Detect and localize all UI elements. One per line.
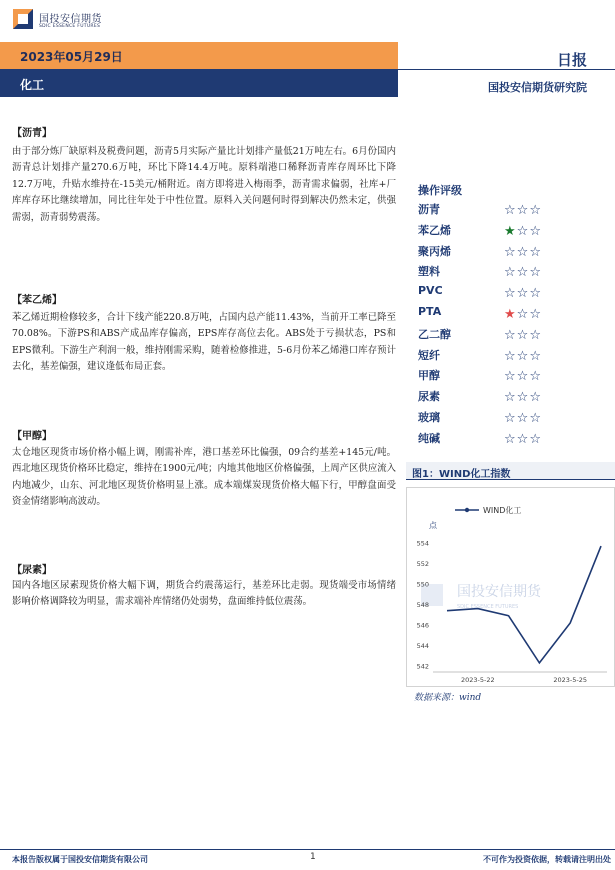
star-outline-icon: ☆	[504, 431, 516, 447]
legend-marker	[465, 508, 469, 512]
section-body-urea: 国内各地区尿素现货价格大幅下调，期货合约震荡运行，基差环比走弱。现货端受市场情绪影响价格调降较为明显，需求端补库情绪仍处弱势，盘面维持低位震荡。	[12, 580, 396, 608]
rating-product-name: 塑料	[418, 265, 440, 279]
page-number: 1	[310, 852, 316, 862]
star-outline-icon: ☆	[516, 286, 529, 302]
star-outline-icon: ☆	[529, 410, 541, 426]
star-outline-icon: ☆	[529, 306, 541, 322]
star-filled-icon: ★	[504, 306, 516, 322]
star-outline-icon: ☆	[504, 410, 516, 426]
rating-product-name: PTA	[418, 304, 442, 318]
rating-row	[418, 303, 598, 324]
y-tick-label: 544	[416, 642, 429, 650]
rating-stars	[504, 386, 542, 404]
rating-product-name: 甲醇	[418, 369, 440, 383]
section-body-methanol: 太仓地区现货市场价格小幅上调，刚需补库，港口基差环比偏强，09合约基差+145元/吨。西北地区现货价格环比稳定，维持在1900元/吨；内地其他地区价格偏强，上周产区供应流入内地减少，山东、河北地区现货价格明显上涨。成本端煤炭现货价格大幅下行，甲醇盘面受资金情绪影响高波动。	[12, 447, 396, 508]
star-outline-icon: ☆	[504, 390, 516, 406]
rating-product-name: 苯乙烯	[418, 223, 451, 237]
rating-product-name: 沥青	[418, 203, 440, 216]
footer-copyright: 本报告版权属于国投安信期货有限公司	[12, 855, 148, 864]
rating-row	[418, 324, 598, 345]
rating-stars	[504, 199, 542, 217]
rating-list	[418, 199, 598, 449]
company-logo	[12, 8, 142, 36]
rating-product-name: 玻璃	[418, 410, 440, 424]
rating-product-name: 乙二醇	[418, 327, 451, 341]
footer-disclaimer: 不可作为投资依据，转载请注明出处	[483, 855, 611, 864]
star-outline-icon: ☆	[529, 265, 541, 281]
y-tick-label: 552	[416, 560, 429, 568]
section-body-styrene: 苯乙烯近期检修较多，合计下线产能220.8万吨，占国内总产能11.43%，当前开工率已降至70.08%。下游PS和ABS产成品库存偏高，EPS库存高位去化。ABS处于亏损状态，PS和EPS微利。下游生产利润一般，维持刚需采购，随着检修推进，5-6月份苯乙烯港口库存预计去化，基差偏强，建议逢低布局正套。	[12, 312, 396, 373]
rating-row	[418, 386, 598, 407]
footer-divider	[0, 849, 615, 850]
star-outline-icon: ☆	[516, 348, 529, 364]
rating-stars	[504, 220, 542, 238]
star-outline-icon: ☆	[504, 369, 516, 385]
institute-name: 国投安信期货研究院	[488, 81, 587, 94]
rating-row	[418, 199, 598, 220]
star-outline-icon: ☆	[529, 369, 541, 385]
rating-stars	[504, 428, 542, 446]
star-outline-icon: ☆	[504, 348, 516, 364]
star-outline-icon: ☆	[504, 244, 516, 260]
star-outline-icon: ☆	[516, 244, 529, 260]
rating-product-name: 短纤	[418, 348, 440, 362]
star-outline-icon: ☆	[516, 265, 529, 281]
star-outline-icon: ☆	[504, 327, 516, 343]
y-tick-label: 546	[416, 621, 429, 630]
y-tick-label: 554	[416, 539, 429, 548]
logo-text-cn: 国投安信期货	[39, 14, 102, 25]
star-outline-icon: ☆	[529, 286, 541, 302]
rating-row	[418, 345, 598, 366]
rating-row	[418, 407, 598, 428]
figure-source: 数据来源：wind	[414, 693, 482, 703]
section-body-asphalt: 由于部分炼厂缺原料及税费问题，沥青5月实际产量比计划排产量低21万吨左右。6月份国内沥青总计划排产量270.6万吨，环比下降14.4万吨。原料端港口稀释沥青库存周环比下降12.7万吨，升贴水维持在-15美元/桶附近。南方即将进入梅雨季，沥青需求偏弱，社库+厂库库存环比继续增加，同比往年处于中性位置。原料入关问题何时得到解决仍然未定，供强需弱，沥青弱势震荡。	[12, 146, 396, 223]
star-outline-icon: ☆	[516, 410, 529, 426]
legend-label: WIND化工	[483, 506, 522, 515]
rating-product-name: 纯碱	[418, 431, 440, 445]
section-title-urea: 【尿素】	[12, 565, 52, 576]
rating-stars	[504, 365, 542, 383]
rating-row	[418, 428, 598, 449]
star-outline-icon: ☆	[529, 390, 541, 406]
rating-stars	[504, 345, 542, 363]
rating-product-name: PVC	[418, 284, 443, 298]
star-outline-icon: ☆	[529, 203, 541, 218]
chart-watermark-cn: 国投安信期货	[457, 584, 541, 600]
star-outline-icon: ☆	[516, 431, 529, 447]
y-axis-label: 点	[429, 521, 437, 530]
star-outline-icon: ☆	[516, 369, 529, 385]
star-outline-icon: ☆	[504, 203, 516, 218]
figure-title: 图1：WIND化工指数	[412, 469, 511, 480]
y-tick-label: 548	[416, 601, 429, 609]
star-outline-icon: ☆	[516, 306, 529, 322]
rating-product-name: 尿素	[418, 390, 440, 404]
sector-bar	[0, 69, 398, 97]
rating-stars	[504, 324, 542, 342]
report-type: 日报	[556, 51, 587, 69]
rating-row	[418, 220, 598, 241]
rating-row	[418, 261, 598, 282]
rating-row	[418, 241, 598, 262]
star-outline-icon: ☆	[529, 327, 541, 343]
section-title-asphalt: 【沥青】	[12, 128, 52, 139]
rating-stars	[504, 407, 542, 425]
star-outline-icon: ☆	[516, 223, 529, 239]
star-outline-icon: ☆	[529, 223, 541, 239]
star-outline-icon: ☆	[516, 203, 529, 218]
section-title-methanol: 【甲醇】	[12, 431, 52, 442]
rating-stars	[504, 241, 542, 259]
y-tick-label: 542	[416, 662, 429, 671]
rating-stars	[504, 282, 542, 300]
star-outline-icon: ☆	[529, 431, 541, 447]
report-date: 2023年05月29日	[20, 50, 123, 64]
chart-watermark-en: SDIC ESSENCE FUTURES	[457, 604, 519, 610]
star-outline-icon: ☆	[516, 327, 529, 343]
logo-mark-icon	[12, 8, 34, 30]
rating-row	[418, 365, 598, 386]
star-outline-icon: ☆	[516, 390, 529, 406]
section-title-styrene: 【苯乙烯】	[12, 295, 62, 306]
star-outline-icon: ☆	[504, 265, 516, 281]
x-tick-label: 2023-5-22	[460, 676, 495, 684]
rating-product-name: 聚丙烯	[418, 244, 451, 258]
sector-label: 化工	[20, 78, 45, 92]
star-outline-icon: ☆	[504, 286, 516, 302]
rating-title: 操作评级	[418, 184, 462, 197]
star-outline-icon: ☆	[529, 348, 541, 364]
rating-row	[418, 282, 598, 303]
figure-title-bar	[406, 462, 615, 480]
y-tick-label: 550	[416, 580, 429, 589]
rating-stars	[504, 261, 542, 279]
rating-stars	[504, 303, 542, 321]
star-outline-icon: ☆	[529, 244, 541, 260]
date-bar	[0, 42, 398, 69]
wind-chemical-index-chart	[406, 487, 615, 687]
header-divider	[398, 69, 615, 70]
star-filled-icon: ★	[504, 223, 516, 239]
x-tick-label: 2023-5-25	[553, 676, 588, 684]
chart-svg	[407, 488, 614, 686]
logo-text-en: SDIC ESSENCE FUTURES	[39, 24, 101, 29]
